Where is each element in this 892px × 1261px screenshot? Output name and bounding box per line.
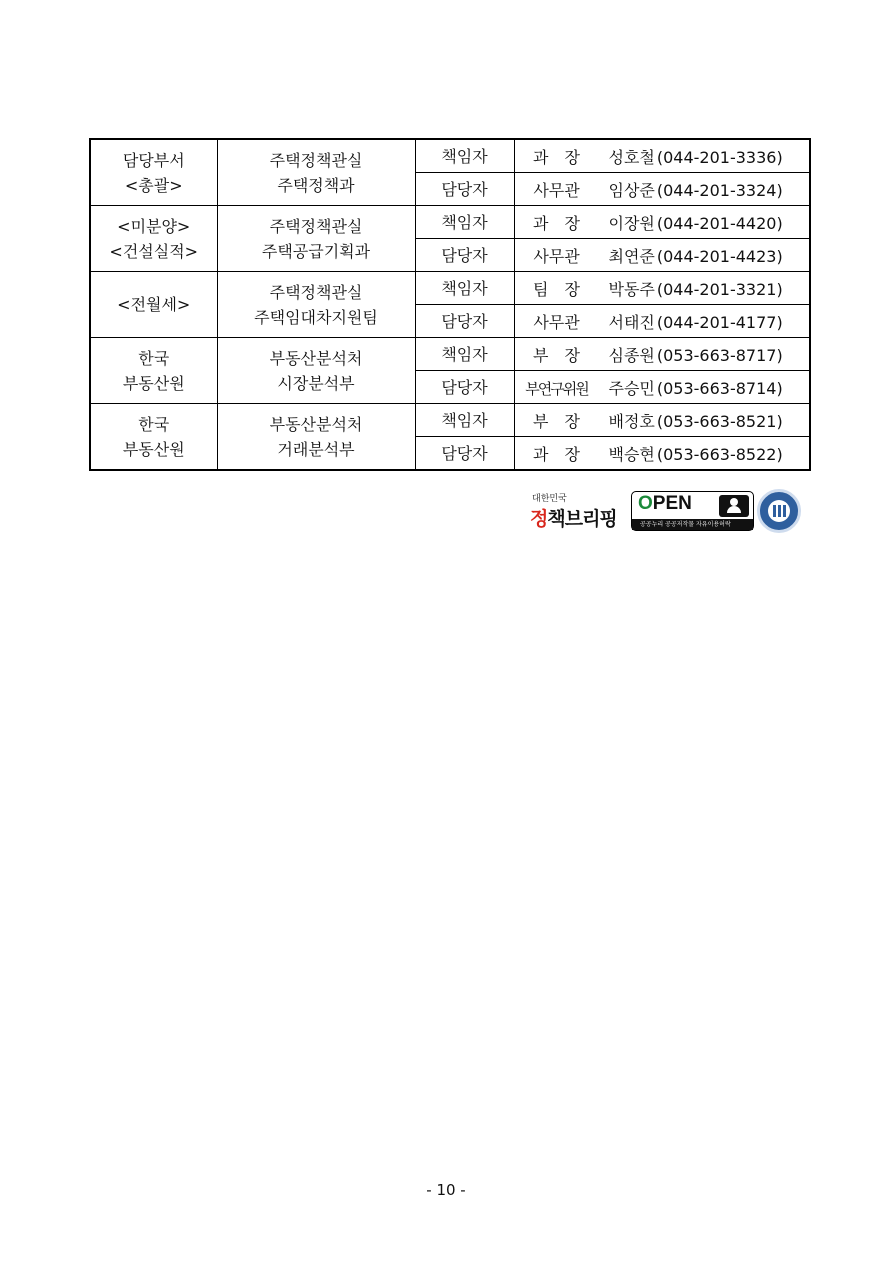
person-cell: [514, 305, 810, 338]
office-cell: [217, 338, 415, 404]
kogl-caption: 공공누리 공공저작물 자유이용허락: [632, 519, 753, 530]
contact-row: [90, 404, 810, 437]
office-label: 주택공급기획과: [261, 241, 371, 261]
role-cell: 책임자: [415, 404, 514, 437]
contact-table-body: [90, 139, 810, 470]
person-name: 백승현: [608, 444, 655, 464]
department-label: <건설실적>: [109, 241, 199, 261]
person-name: 이장원: [608, 213, 655, 233]
person-cell: [514, 437, 810, 471]
job-title: 과 장: [533, 213, 580, 233]
job-title: 부 장: [533, 411, 580, 431]
person-name: 박동주: [608, 279, 655, 299]
office-cell: [217, 139, 415, 206]
contact-table: [89, 138, 811, 471]
person-name: 최연준: [608, 246, 655, 266]
job-title: 부연구위원: [525, 379, 588, 398]
job-title: 과 장: [533, 147, 580, 167]
contact-row: [90, 139, 810, 173]
phone-number: (044-201-4420): [656, 213, 783, 233]
person-cell: [514, 173, 810, 206]
phone-number: (044-201-3336): [656, 147, 783, 167]
office-label: 부동산분석처: [269, 348, 363, 368]
phone-number: (044-201-4177): [656, 312, 783, 332]
job-title: 과 장: [533, 444, 580, 464]
department-cell: [90, 338, 217, 404]
person-cell: [514, 272, 810, 305]
open-o: O: [638, 493, 653, 514]
office-label: 부동산분석처: [269, 414, 363, 434]
page-number: - 10 -: [426, 1181, 466, 1199]
person-name: 임상준: [608, 180, 655, 200]
office-cell: [217, 404, 415, 471]
phone-number: (053-663-8521): [656, 411, 783, 431]
department-cell: [90, 404, 217, 471]
job-title: 부 장: [533, 345, 580, 365]
kogl-open-logo: [631, 491, 754, 531]
role-cell: 책임자: [415, 139, 514, 173]
department-label: 부동산원: [122, 439, 185, 459]
phone-number: (053-663-8522): [656, 444, 783, 464]
person-cell: [514, 139, 810, 173]
department-label: 담당부서: [122, 150, 185, 170]
person-name: 배정호: [608, 411, 655, 431]
department-cell: [90, 272, 217, 338]
office-label: 거래분석부: [277, 439, 355, 459]
department-cell: [90, 206, 217, 272]
role-cell: 담당자: [415, 437, 514, 471]
phone-number: (044-201-3321): [656, 279, 783, 299]
contact-row: [90, 338, 810, 371]
office-label: 주택정책관실: [269, 282, 363, 302]
role-cell: 책임자: [415, 338, 514, 371]
attribution-person-icon: [719, 495, 749, 517]
department-label: 부동산원: [122, 373, 185, 393]
role-cell: 책임자: [415, 272, 514, 305]
role-cell: 담당자: [415, 173, 514, 206]
job-title: 사무관: [533, 246, 580, 266]
job-title: 사무관: [533, 312, 580, 332]
person-cell: [514, 206, 810, 239]
policy-logo-small-text: 대한민국: [532, 494, 567, 504]
person-cell: [514, 239, 810, 272]
department-label: <전월세>: [117, 295, 191, 314]
open-rest: PEN: [652, 493, 692, 514]
open-word: [638, 493, 692, 515]
policy-logo-rest: 책브리핑: [547, 508, 617, 530]
office-label: 시장분석부: [277, 373, 355, 393]
contact-row: [90, 272, 810, 305]
role-cell: 담당자: [415, 305, 514, 338]
office-cell: [217, 206, 415, 272]
policy-logo-red-char: 정: [530, 508, 548, 530]
policy-logo-text: [530, 504, 617, 531]
person-name: 성호철: [608, 147, 655, 167]
person-name: 서태진: [608, 312, 655, 332]
person-cell: [514, 404, 810, 437]
office-label: 주택정책관실: [269, 150, 363, 170]
phone-number: (044-201-3324): [656, 180, 783, 200]
job-title: 팀 장: [533, 279, 580, 299]
contact-row: [90, 206, 810, 239]
phone-number: (053-663-8714): [656, 378, 783, 398]
person-cell: [514, 371, 810, 404]
office-label: 주택임대차지원팀: [254, 307, 378, 327]
office-cell: [217, 272, 415, 338]
policy-briefing-logo: [528, 491, 624, 531]
department-label: <미분양>: [117, 216, 191, 236]
role-cell: 담당자: [415, 371, 514, 404]
person-cell: [514, 338, 810, 371]
department-label: <총괄>: [124, 175, 183, 195]
department-cell: [90, 139, 217, 206]
office-label: 주택정책관실: [269, 216, 363, 236]
phone-number: (044-201-4423): [656, 246, 783, 266]
role-cell: 책임자: [415, 206, 514, 239]
person-name: 심종원: [608, 345, 655, 365]
office-label: 주택정책과: [277, 175, 355, 195]
phone-number: (053-663-8717): [656, 345, 783, 365]
department-label: 한국: [138, 414, 170, 434]
person-name: 주승민: [608, 378, 655, 398]
footer-logos: [528, 489, 804, 535]
job-title: 사무관: [533, 180, 580, 200]
role-cell: 담당자: [415, 239, 514, 272]
government-emblem-icon: [757, 489, 801, 533]
department-label: 한국: [138, 348, 170, 368]
